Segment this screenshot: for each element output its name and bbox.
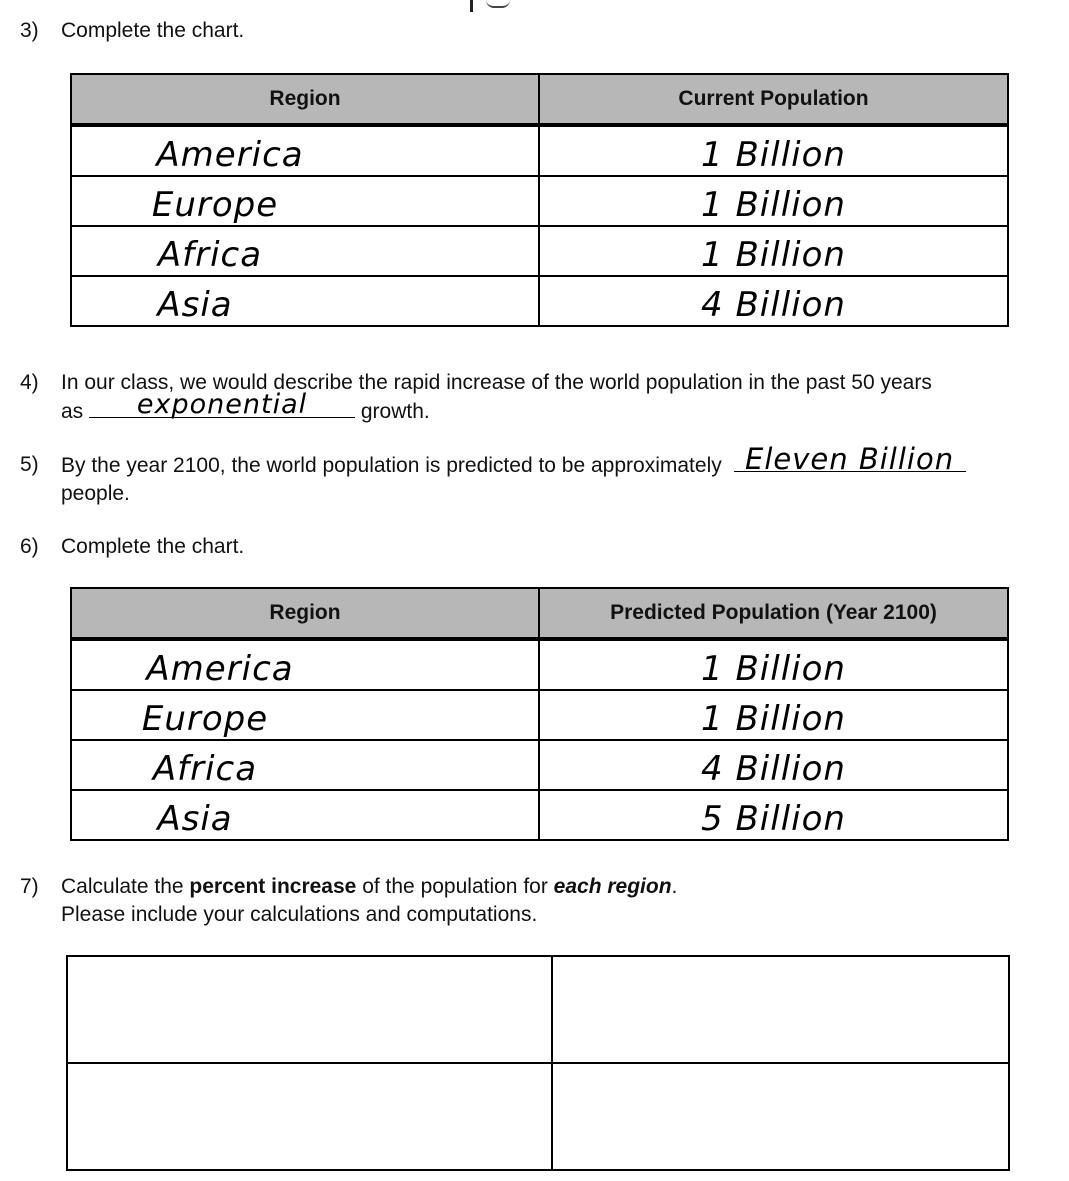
work-box[interactable]: [552, 1063, 1009, 1170]
region-cell[interactable]: Asia: [71, 790, 539, 840]
work-box[interactable]: [67, 956, 552, 1063]
answer-eleven-billion: Eleven Billion: [745, 442, 955, 476]
question-prompt: Complete the chart.: [61, 19, 245, 42]
region-cell[interactable]: America: [71, 125, 539, 176]
region-cell[interactable]: Europe: [71, 690, 539, 740]
region-cell[interactable]: Africa: [71, 226, 539, 276]
population-cell[interactable]: 1 Billion: [539, 125, 1008, 176]
calculation-work-grid: [66, 955, 1010, 1171]
table-row: [71, 226, 1008, 276]
question-6: [20, 533, 1060, 561]
question-number: 3): [20, 19, 39, 42]
header-region: Region: [71, 74, 539, 125]
header-predicted-population: Predicted Population (Year 2100): [539, 588, 1008, 639]
population-cell[interactable]: 4 Billion: [539, 276, 1008, 326]
region-cell[interactable]: Asia: [71, 276, 539, 326]
answer-blank[interactable]: [734, 442, 966, 476]
percent-increase-text: percent increase: [189, 875, 357, 898]
question-text-line1: In our class, we would describe the rapid increase of the world population in the past 50 years: [61, 371, 932, 394]
answer-exponential: exponential: [136, 389, 308, 420]
population-cell[interactable]: 5 Billion: [539, 790, 1008, 840]
population-cell[interactable]: 1 Billion: [539, 176, 1008, 226]
question-number: 4): [20, 371, 39, 394]
question-text-line1: Calculate the percent increase of the population for each region.: [61, 875, 678, 898]
question-text-line2: Please include your calculations and computations.: [61, 903, 538, 926]
population-cell[interactable]: 4 Billion: [539, 740, 1008, 790]
population-cell[interactable]: 1 Billion: [539, 690, 1008, 740]
question-4: [20, 369, 1060, 429]
question-text-line2: as exponential growth.: [61, 389, 430, 423]
question-text-line2: people.: [61, 482, 130, 505]
question-3: [20, 17, 1060, 45]
top-edge-mark-curve: [486, 0, 510, 8]
question-number: 6): [20, 535, 39, 558]
top-edge-mark: [470, 0, 473, 12]
question-number: 5): [20, 453, 39, 476]
region-cell[interactable]: America: [71, 639, 539, 690]
question-7: [20, 873, 1060, 933]
question-text-line1: By the year 2100, the world population is predicted to be approximately Eleven Billion: [61, 451, 1060, 480]
table-header-row: [71, 588, 1008, 639]
question-number: 7): [20, 875, 39, 898]
table-row: [71, 740, 1008, 790]
work-box[interactable]: [67, 1063, 552, 1170]
population-cell[interactable]: 1 Billion: [539, 639, 1008, 690]
header-region: Region: [71, 588, 539, 639]
question-5: [20, 442, 1060, 511]
work-box[interactable]: [552, 956, 1009, 1063]
question-prompt: Complete the chart.: [61, 535, 245, 558]
table-row: [71, 176, 1008, 226]
each-region-text: each region: [553, 875, 672, 898]
predicted-population-table: [70, 587, 1009, 841]
current-population-table: [70, 73, 1009, 327]
table-row: [71, 790, 1008, 840]
population-cell[interactable]: 1 Billion: [539, 226, 1008, 276]
region-cell[interactable]: Europe: [71, 176, 539, 226]
table-row: [71, 639, 1008, 690]
table-row: [71, 690, 1008, 740]
table-row: [71, 276, 1008, 326]
region-cell[interactable]: Africa: [71, 740, 539, 790]
table-row: [71, 125, 1008, 176]
table-header-row: [71, 74, 1008, 125]
header-current-population: Current Population: [539, 74, 1008, 125]
